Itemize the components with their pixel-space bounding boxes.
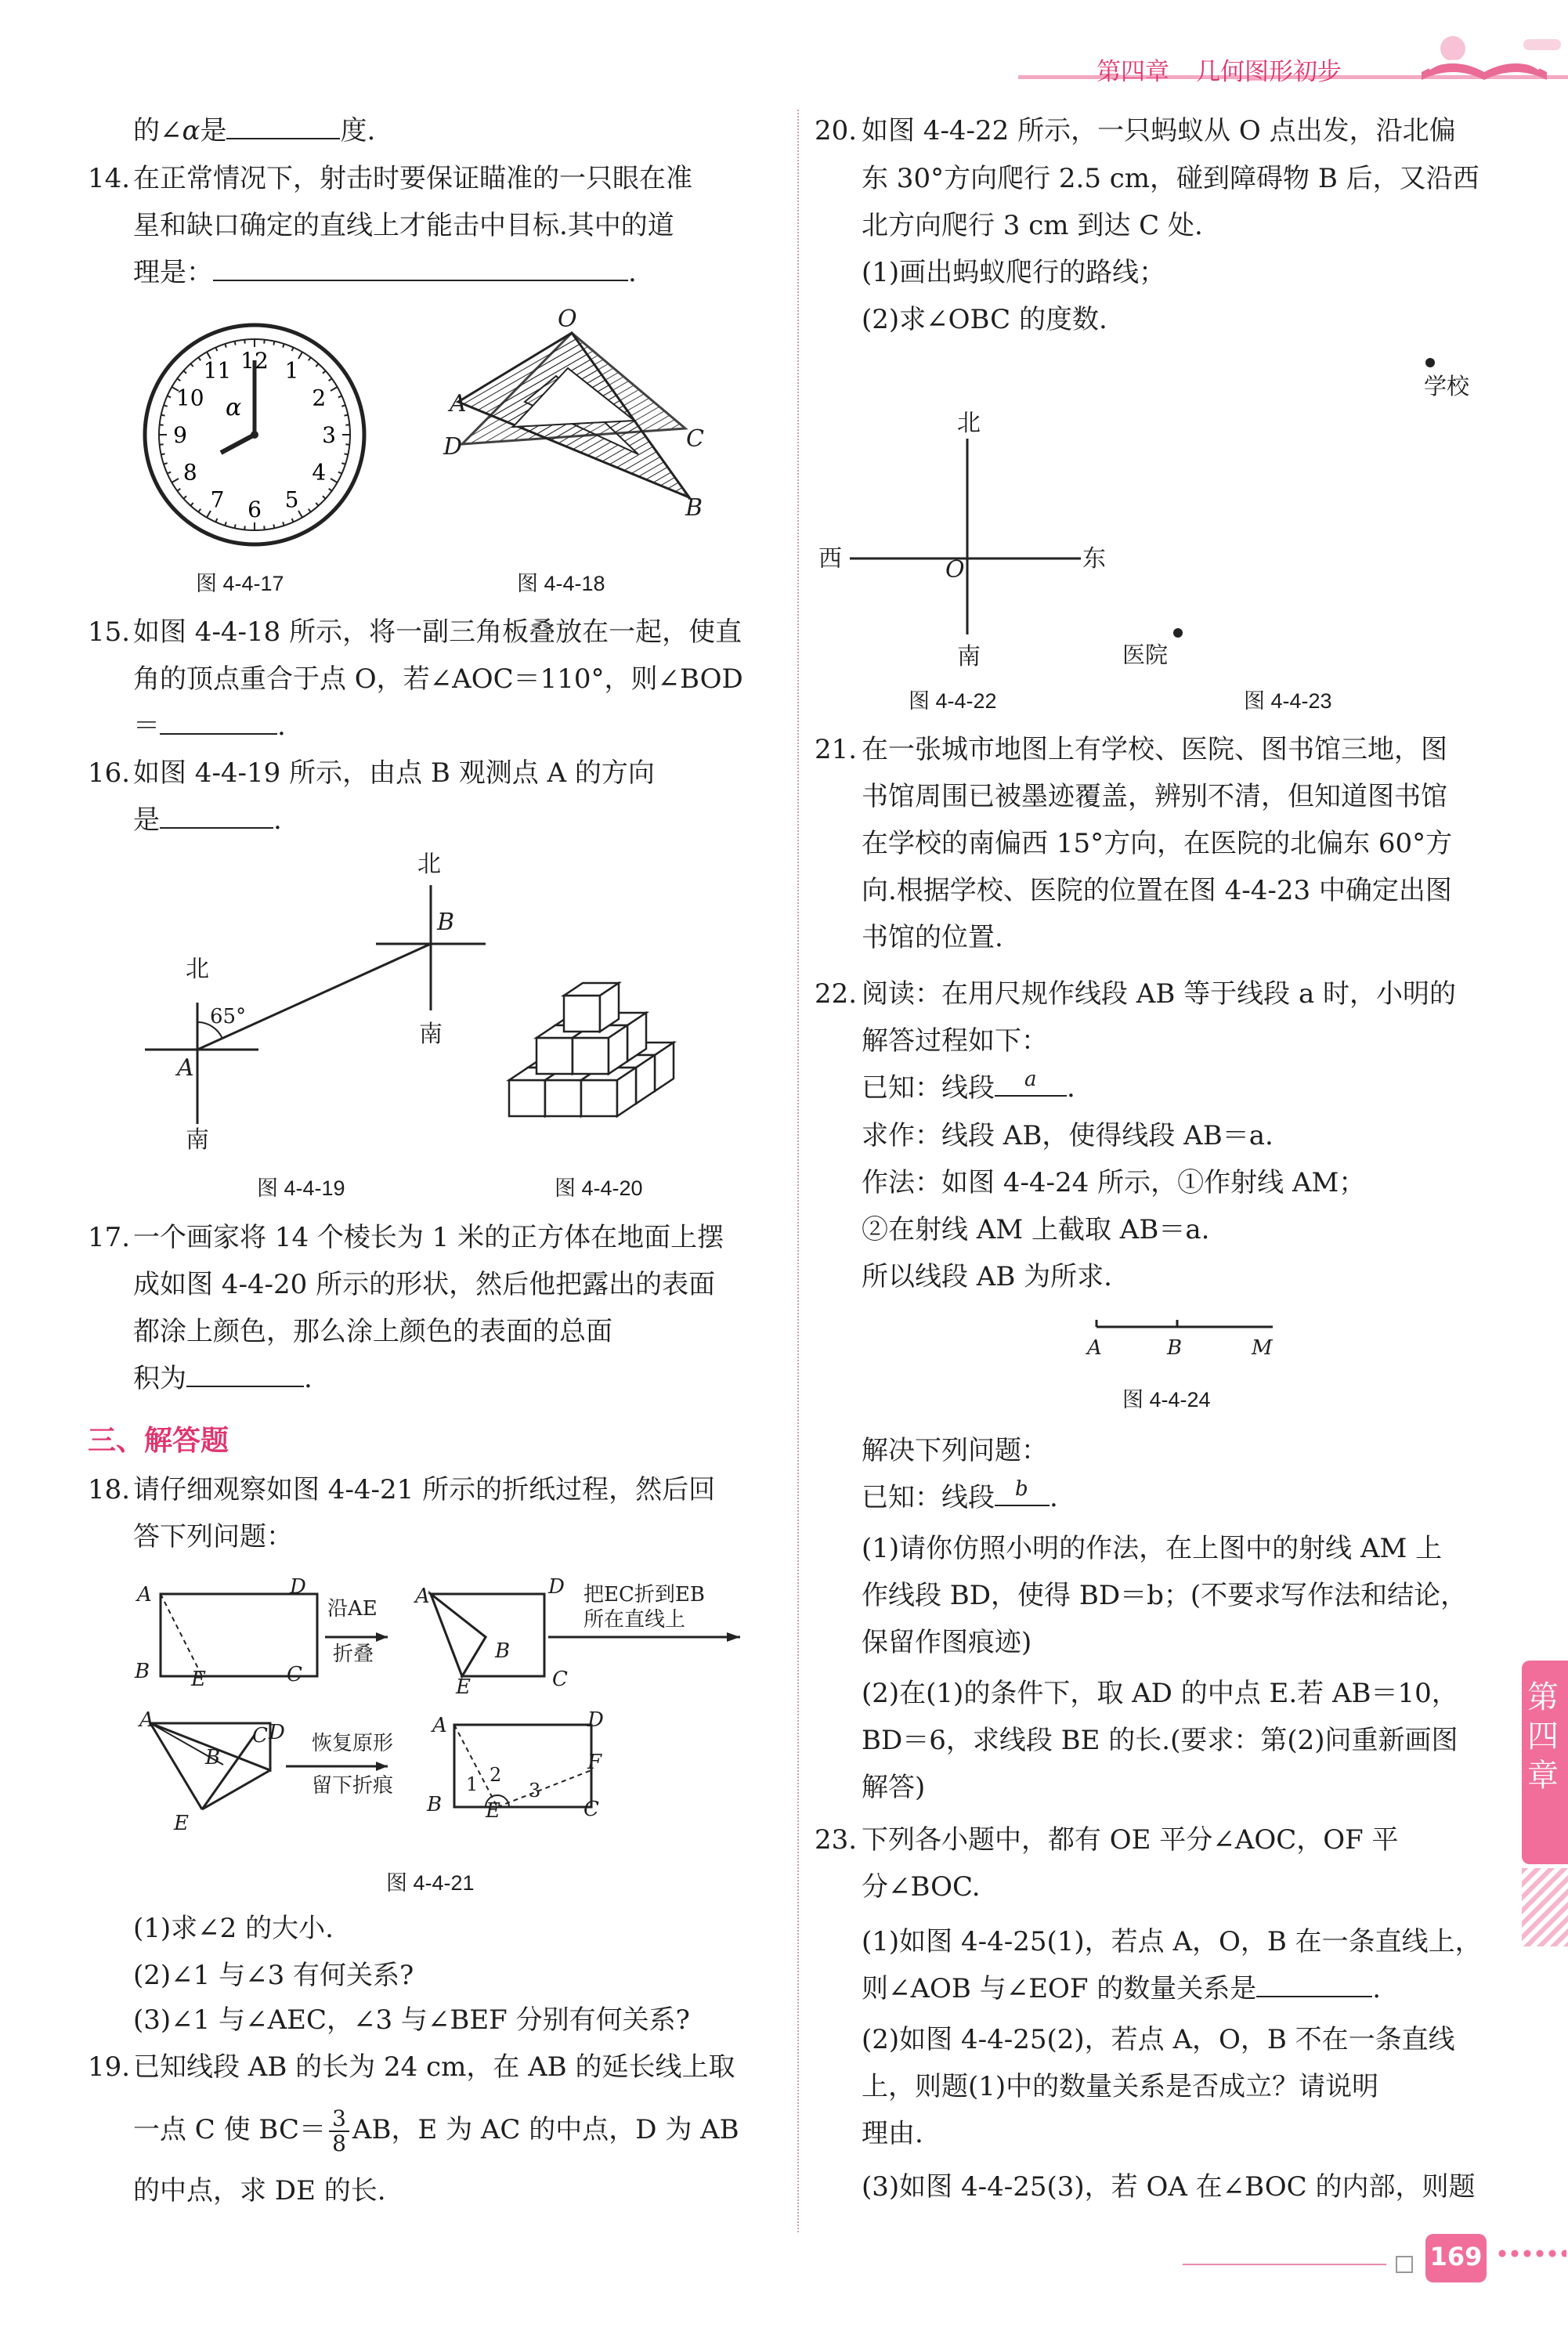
fig21-label: D: [548, 1575, 565, 1599]
q21-line: 在一张城市地图上有学校、医院、图书馆三地，图: [862, 734, 1447, 765]
clock-number: 4: [312, 459, 327, 486]
q19-number: 19.: [88, 2051, 131, 2083]
q19-line2-pre: 一点 C 使 BC＝: [133, 2114, 327, 2145]
fig18-label-D: D: [443, 433, 463, 461]
q21-number: 21.: [815, 734, 858, 765]
fig21-label: B: [427, 1793, 443, 1816]
fig21-label: E: [456, 1675, 471, 1699]
fig24-caption: 图 4-4-24: [1122, 1388, 1211, 1411]
q22-sub2: BD＝6，求线段 BE 的长.(要求：第(2)问重新画图: [862, 1725, 1458, 1756]
clock-number: 5: [284, 486, 299, 513]
fig18-caption: 图 4-4-18: [517, 572, 605, 595]
fig21-step3-top: 恢复原形: [312, 1732, 394, 1755]
fig24-label-A: A: [1087, 1336, 1102, 1360]
q16-line2-pre: 是: [133, 804, 160, 836]
fig18-label-O: O: [558, 305, 577, 333]
fig22-label-O: O: [945, 556, 965, 584]
q21-line: 在学校的南偏西 15°方向，在医院的北偏东 60°方: [862, 828, 1453, 859]
footer-box: [1396, 2256, 1413, 2273]
q18-number: 18.: [88, 1474, 131, 1505]
clock-number: 10: [175, 385, 204, 411]
q14-line: 星和缺口确定的直线上才能击中目标.其中的道: [133, 210, 674, 241]
q20-line: 北方向爬行 3 cm 到达 C 处.: [862, 210, 1203, 241]
fig21-label: B: [495, 1639, 511, 1663]
q22-known: 已知：线段: [862, 1072, 995, 1104]
fig21-label: E: [191, 1668, 206, 1691]
q22-line: 阅读：在用尺规作线段 AB 等于线段 a 时，小明的: [862, 978, 1457, 1010]
fig21-step2-top: 把EC折到EB: [583, 1583, 705, 1607]
fig21-step3-bottom: 留下折痕: [312, 1774, 394, 1798]
fig21-label: A: [415, 1585, 430, 1608]
q14-line: 理是：: [133, 257, 213, 288]
cube-stack-figure: [501, 960, 728, 1163]
fig21-label: B: [135, 1660, 150, 1683]
q15-answer-blank[interactable]: [160, 710, 277, 735]
clock-number: 9: [173, 422, 187, 448]
q21-line: 书馆的位置.: [862, 922, 1003, 953]
fig22-north: 北: [957, 410, 981, 437]
q17-line4-pre: 积为: [133, 1363, 186, 1394]
q20-line: 如图 4-4-22 所示，一只蚂蚁从 O 点出发，沿北偏: [862, 115, 1456, 146]
q22-seg-b: b: [1015, 1477, 1028, 1501]
q17-answer-blank[interactable]: [186, 1362, 304, 1387]
footer-dots: [1496, 2248, 1566, 2259]
fig21-label: F: [587, 1751, 602, 1774]
fig21-label: D: [290, 1575, 306, 1599]
q21-line: 书馆周围已被墨迹覆盖，辨别不清，但知道图书馆: [862, 781, 1447, 812]
q22-sub1: (1)请你仿照小明的作法，在上图中的射线 AM 上: [862, 1533, 1443, 1564]
q22-method: 作法：如图 4-4-24 所示，①作射线 AM；: [862, 1167, 1366, 1198]
q19-frac-den: 8: [332, 2131, 346, 2156]
school-point: [1424, 356, 1436, 369]
q18-sub: (1)求∠2 的大小.: [133, 1913, 334, 1944]
q22-sub2: (2)在(1)的条件下，取 AD 的中点 E.若 AB＝10，: [862, 1678, 1458, 1709]
q22-seg-a: a: [1024, 1068, 1037, 1091]
fig21-label: A: [139, 1708, 154, 1732]
q19-line: 的中点，求 DE 的长.: [133, 2175, 386, 2206]
fig21-angle-number: 2: [490, 1764, 502, 1786]
q22-so: 所以线段 AB 为所求.: [862, 1261, 1112, 1292]
direction-figure: [141, 862, 501, 1159]
fig22-caption: 图 4-4-22: [909, 689, 997, 713]
q13-alpha: α: [182, 115, 201, 146]
q14-line: 在正常情况下，射击时要保证瞄准的一只眼在准: [133, 163, 692, 194]
fig20-caption: 图 4-4-20: [555, 1176, 643, 1200]
clock-alpha: α: [226, 394, 242, 421]
fig19-south-A: 南: [186, 1126, 209, 1154]
fig21-angle-number: 1: [466, 1773, 479, 1795]
fig19-angle: 65°: [210, 1005, 247, 1028]
q23-sub1b: 则∠AOB 与∠EOF 的数量关系是: [862, 1973, 1257, 2004]
q15-line3-pre: ＝: [133, 710, 160, 742]
q16-end: .: [273, 804, 282, 836]
q17-line: 都涂上颜色，那么涂上颜色的表面的总面: [133, 1316, 612, 1347]
header-title: 几何图形初步: [1196, 58, 1342, 86]
fig21-label: D: [269, 1721, 285, 1744]
fig19-caption: 图 4-4-19: [257, 1176, 345, 1200]
fig21-label: C: [552, 1668, 568, 1691]
q14-number: 14.: [88, 163, 131, 194]
q23-sub: (1)如图 4-4-25(1)，若点 A，O，B 在一条直线上，: [862, 1926, 1482, 1957]
fig21-step1-top: 沿AE: [327, 1597, 378, 1621]
q14-end: .: [628, 257, 637, 288]
q20-sub: (2)求∠OBC 的度数.: [862, 304, 1107, 335]
q23-number: 23.: [815, 1824, 858, 1856]
clock-number: 8: [182, 459, 197, 486]
q22-line: 解答过程如下：: [862, 1025, 1048, 1057]
q22-number: 22.: [815, 978, 858, 1010]
q18-sub: (3)∠1 与∠AEC，∠3 与∠BEF 分别有何关系?: [133, 2004, 690, 2036]
fig22-south: 南: [957, 643, 981, 670]
q23-sub: (3)如图 4-4-25(3)，若 OA 在∠BOC 的内部，则题: [862, 2171, 1476, 2203]
clock-number: 6: [247, 497, 262, 522]
fig18-label-B: B: [685, 494, 703, 522]
q22-known2: 已知：线段: [862, 1482, 995, 1513]
q17-end: .: [304, 1363, 313, 1394]
chapter-side-tab-text: 第四章: [1527, 1679, 1559, 1794]
q15-line: 如图 4-4-18 所示，将一副三角板叠放在一起，使直: [133, 616, 742, 648]
q23-line: 下列各小题中，都有 OE 平分∠AOC，OF 平: [862, 1824, 1399, 1856]
side-tab-stripes: [1522, 1868, 1568, 1946]
fig23-caption: 图 4-4-23: [1244, 689, 1332, 713]
fig23-school: 学校: [1424, 373, 1470, 399]
q22-find: 求作：线段 AB，使得线段 AB＝a.: [862, 1120, 1274, 1151]
fig22-west: 西: [818, 545, 842, 573]
q16-line: 如图 4-4-19 所示，由点 B 观测点 A 的方向: [133, 757, 655, 789]
header-book-icon: [1406, 31, 1563, 86]
fig21-label: A: [432, 1714, 447, 1737]
fig21-caption: 图 4-4-21: [386, 1871, 475, 1895]
q20-sub: (1)画出蚂蚁爬行的路线；: [862, 257, 1166, 288]
fig19-south-B: 南: [419, 1021, 443, 1048]
q18-sub: (2)∠1 与∠3 有何关系?: [133, 1960, 414, 1991]
q22-sub1: 保留作图痕迹): [862, 1627, 1032, 1658]
fig17-caption: 图 4-4-17: [196, 572, 284, 595]
fig24-label-B: B: [1167, 1336, 1183, 1360]
q23-sub: 理由.: [862, 2118, 923, 2149]
q18-line: 答下列问题：: [133, 1521, 293, 1552]
q17-line: 成如图 4-4-20 所示的形状，然后他把露出的表面: [133, 1269, 716, 1300]
fig21-label: C: [583, 1798, 599, 1821]
clock-number: 11: [203, 357, 232, 384]
q20-line: 东 30°方向爬行 2.5 cm，碰到障碍物 B 后，又沿西: [862, 163, 1479, 194]
fig22-east: 东: [1082, 545, 1106, 573]
q16-number: 16.: [88, 757, 131, 789]
q17-number: 17.: [88, 1222, 131, 1253]
hospital-point: [1172, 627, 1184, 639]
q18-line: 请仔细观察如图 4-4-21 所示的折纸过程，然后回: [133, 1474, 716, 1505]
section-heading: 三、解答题: [88, 1425, 229, 1457]
q14-answer-blank[interactable]: [213, 256, 628, 281]
page-number: 169: [1429, 2242, 1483, 2272]
footer-rule: [1183, 2264, 1386, 2265]
q16-answer-blank[interactable]: [160, 804, 273, 829]
q22-method: ②在射线 AM 上截取 AB＝a.: [862, 1214, 1210, 1245]
q13-post: 是: [200, 115, 227, 146]
fig21-label: C: [252, 1724, 268, 1747]
fig18-label-A: A: [450, 390, 467, 417]
q20-number: 20.: [815, 115, 858, 146]
fig19-label-B: B: [437, 909, 455, 936]
q13-unit: 度.: [340, 115, 376, 146]
header-chapter: 第四章: [1097, 58, 1169, 86]
clock-number: 1: [284, 357, 299, 384]
fig21-step1-bottom: 折叠: [333, 1643, 374, 1666]
clock-number: 2: [312, 385, 327, 411]
q23-sub: 上，则题(1)中的数量关系是否成立？请说明: [862, 2071, 1379, 2102]
q22-solve: 解决下列问题：: [862, 1435, 1048, 1466]
fig21-angle-number: 3: [529, 1780, 541, 1802]
q23-line: 分∠BOC.: [862, 1871, 981, 1903]
q22-sub1: 作线段 BD，使得 BD＝b；(不要求写作法和结论，: [862, 1580, 1468, 1611]
fig19-label-A: A: [177, 1054, 194, 1082]
q15-end: .: [277, 710, 286, 742]
q19-frac-num: 3: [329, 2107, 349, 2132]
clock-number: 12: [240, 348, 269, 374]
q19-line: 已知线段 AB 的长为 24 cm，在 AB 的延长线上取: [133, 2051, 735, 2083]
clock-number: 3: [322, 422, 336, 448]
q15-number: 15.: [88, 616, 131, 648]
clock-figure: [141, 321, 368, 548]
q13-answer-blank[interactable]: [226, 114, 340, 139]
triangle-rulers-figure: [439, 305, 736, 521]
fig21-label: E: [174, 1812, 189, 1835]
fig23-hospital: 医院: [1122, 642, 1169, 668]
fig19-north-B: 北: [417, 851, 441, 878]
fig21-label: A: [137, 1583, 152, 1607]
q23-answer-blank[interactable]: [1256, 1972, 1372, 1997]
fig21-label: E: [486, 1799, 500, 1823]
fig21-label: D: [587, 1708, 604, 1732]
q19-line2-post: AB，E 为 AC 的中点，D 为 AB: [352, 2114, 739, 2145]
q13-pre: 的∠: [133, 115, 182, 146]
fig24-label-M: M: [1252, 1336, 1273, 1360]
q22-sub2: 解答): [862, 1772, 926, 1803]
fig21-label: B: [205, 1746, 221, 1769]
q23-sub: (2)如图 4-4-25(2)，若点 A，O，B 不在一条直线: [862, 2024, 1455, 2055]
fig21-step2-bottom: 所在直线上: [583, 1608, 686, 1632]
q15-line: 角的顶点重合于点 O，若∠AOC＝110°，则∠BOD: [133, 663, 743, 695]
q17-line: 一个画家将 14 个棱长为 1 米的正方体在地面上摆: [133, 1222, 724, 1253]
fig18-label-C: C: [686, 425, 704, 453]
clock-number: 7: [210, 486, 225, 513]
compass-cross-figure: [846, 431, 1097, 666]
column-divider: [797, 110, 799, 2232]
fig21-label: C: [287, 1663, 302, 1686]
fig19-north-A: 北: [186, 956, 209, 983]
q21-line: 向.根据学校、医院的位置在图 4-4-23 中确定出图: [862, 875, 1452, 906]
